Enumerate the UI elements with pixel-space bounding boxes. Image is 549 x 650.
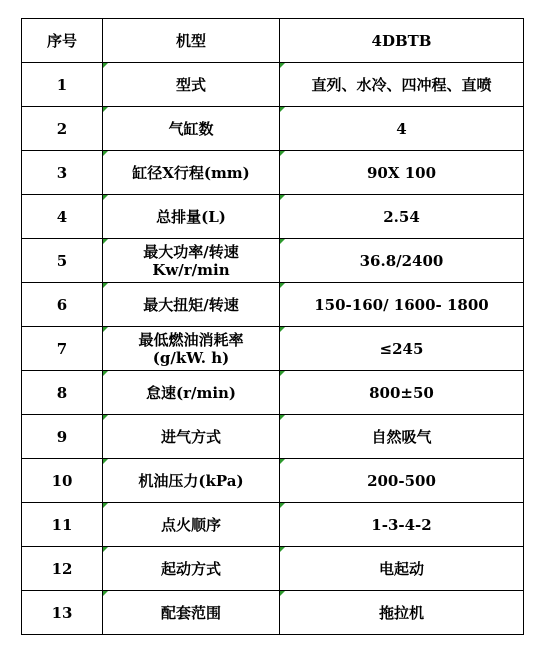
row-value: 150-160/ 1600- 1800 — [280, 283, 524, 327]
row-value: 拖拉机 — [280, 591, 524, 635]
row-parameter: 最大扭矩/转速 — [103, 283, 280, 327]
header-model: 机型 — [103, 19, 280, 63]
table-row — [22, 195, 524, 239]
table-row — [22, 459, 524, 503]
table-row — [22, 547, 524, 591]
row-parameter: 进气方式 — [103, 415, 280, 459]
table-row — [22, 591, 524, 635]
table-row — [22, 415, 524, 459]
table-row — [22, 239, 524, 283]
table-row — [22, 371, 524, 415]
row-index: 7 — [22, 327, 103, 371]
row-parameter: 缸径X行程(mm) — [103, 151, 280, 195]
row-index: 13 — [22, 591, 103, 635]
row-parameter: 型式 — [103, 63, 280, 107]
header-index: 序号 — [22, 19, 103, 63]
row-value: 直列、水冷、四冲程、直喷 — [280, 63, 524, 107]
row-value: 36.8/2400 — [280, 239, 524, 283]
row-index: 11 — [22, 503, 103, 547]
table-row — [22, 327, 524, 371]
row-value: 4 — [280, 107, 524, 151]
row-value: 90X 100 — [280, 151, 524, 195]
row-value: 200-500 — [280, 459, 524, 503]
row-value: ≤245 — [280, 327, 524, 371]
table-row — [22, 283, 524, 327]
row-parameter: 气缸数 — [103, 107, 280, 151]
table-row — [22, 151, 524, 195]
table-row — [22, 107, 524, 151]
row-index: 1 — [22, 63, 103, 107]
table-row — [22, 63, 524, 107]
row-parameter: 点火顺序 — [103, 503, 280, 547]
row-value: 电起动 — [280, 547, 524, 591]
row-value: 2.54 — [280, 195, 524, 239]
row-index: 9 — [22, 415, 103, 459]
header-model-code: 4DBTB — [280, 19, 524, 63]
row-parameter: 最大功率/转速 Kw/r/min — [103, 239, 280, 283]
row-index: 8 — [22, 371, 103, 415]
row-parameter: 机油压力(kPa) — [103, 459, 280, 503]
row-value: 自然吸气 — [280, 415, 524, 459]
row-parameter: 起动方式 — [103, 547, 280, 591]
engine-spec-table — [21, 18, 524, 635]
row-index: 10 — [22, 459, 103, 503]
row-index: 2 — [22, 107, 103, 151]
row-value: 800±50 — [280, 371, 524, 415]
table-header-row — [22, 19, 524, 63]
row-index: 6 — [22, 283, 103, 327]
row-index: 5 — [22, 239, 103, 283]
row-parameter: 配套范围 — [103, 591, 280, 635]
table-row — [22, 503, 524, 547]
row-parameter: 最低燃油消耗率 (g/kW. h) — [103, 327, 280, 371]
row-parameter: 怠速(r/min) — [103, 371, 280, 415]
row-index: 3 — [22, 151, 103, 195]
spec-table-body — [22, 19, 524, 635]
row-index: 4 — [22, 195, 103, 239]
row-parameter: 总排量(L) — [103, 195, 280, 239]
row-value: 1-3-4-2 — [280, 503, 524, 547]
row-index: 12 — [22, 547, 103, 591]
